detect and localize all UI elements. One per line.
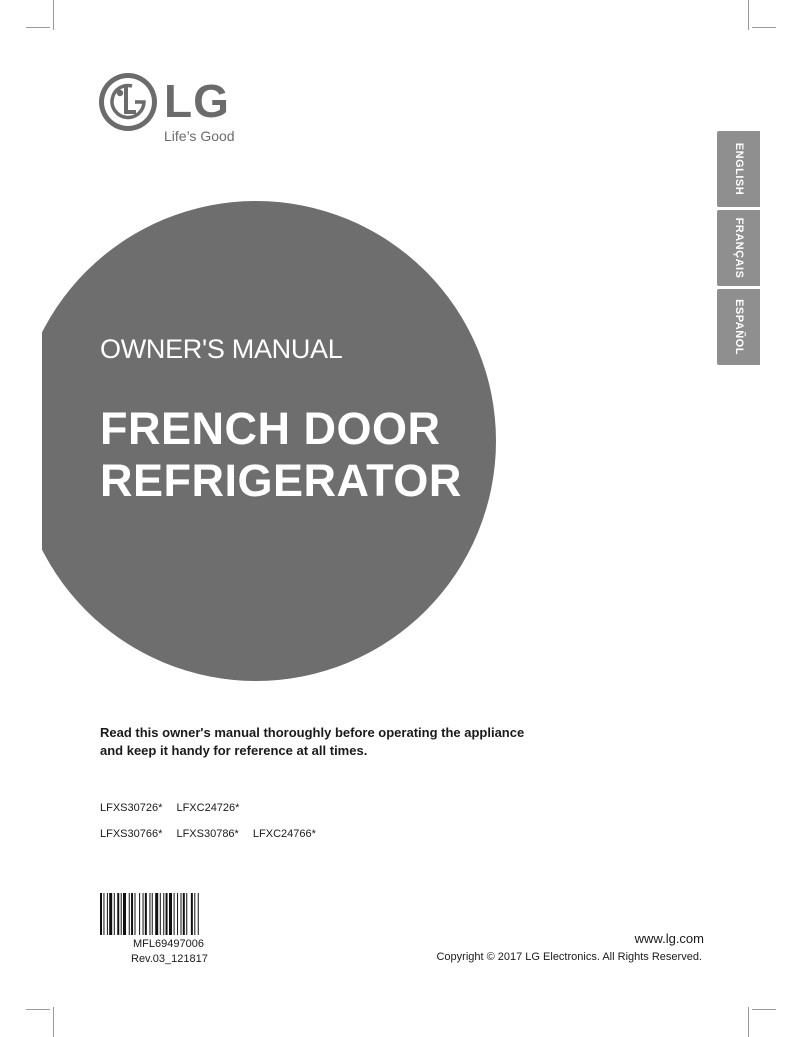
- tab-label: FRANÇAIS: [732, 217, 745, 279]
- read-note-line-2: and keep it handy for reference at all times.: [100, 743, 368, 758]
- barcode-bar: [117, 893, 119, 935]
- barcode-bar: [143, 893, 144, 935]
- barcode-bar: [152, 893, 153, 935]
- model-list: [100, 802, 327, 854]
- model-number: LFXS30766*: [100, 828, 163, 840]
- part-number: MFL69497006: [133, 938, 204, 950]
- barcode-bar: [198, 893, 199, 935]
- document-type: OWNER'S MANUAL: [100, 334, 343, 364]
- barcode-bar: [191, 893, 193, 935]
- logo-wordmark: LG: [164, 75, 230, 127]
- read-note: [100, 724, 524, 760]
- barcode-bar: [169, 893, 172, 935]
- barcode-bar: [194, 893, 195, 935]
- crop-mark: [53, 1007, 54, 1037]
- barcode-bar: [174, 893, 175, 935]
- title-line-1: FRENCH DOOR: [100, 403, 441, 454]
- language-tabs: [717, 131, 760, 368]
- barcode: [100, 893, 245, 935]
- title-line-2: REFRIGERATOR: [100, 455, 462, 506]
- barcode-bar: [121, 893, 122, 935]
- barcode-bar: [181, 893, 182, 935]
- barcode-bar: [160, 893, 161, 935]
- copyright-notice: Copyright © 2017 LG Electronics. All Rights Reserved.: [436, 951, 702, 963]
- barcode-bar: [129, 893, 130, 935]
- model-row: [100, 828, 327, 854]
- crop-mark: [748, 1007, 749, 1037]
- website-link[interactable]: www.lg.com: [634, 931, 704, 946]
- model-number: LFXS30726*: [100, 802, 163, 814]
- barcode-bar: [103, 893, 104, 935]
- barcode-bar: [139, 893, 140, 935]
- barcode-bar: [109, 893, 112, 935]
- tab-label: ESPAÑOL: [732, 299, 745, 355]
- page-title: [100, 403, 462, 507]
- barcode-bar: [131, 893, 133, 935]
- barcode-bar: [163, 893, 164, 935]
- model-row: [100, 802, 327, 828]
- barcode-bar: [135, 893, 136, 935]
- barcode-bar: [166, 893, 168, 935]
- barcode-bar: [114, 893, 115, 935]
- barcode-bar: [145, 893, 147, 935]
- barcode-bar: [100, 893, 102, 935]
- crop-mark: [752, 1009, 776, 1010]
- model-number: LFXC24766*: [252, 828, 316, 840]
- tab-english[interactable]: [717, 131, 760, 207]
- model-number: LFXC24726*: [176, 802, 240, 814]
- barcode-bar: [177, 893, 178, 935]
- tagline: Life’s Good: [164, 128, 235, 144]
- barcode-bar: [186, 893, 187, 935]
- barcode-bar: [107, 893, 108, 935]
- crop-mark: [26, 1009, 50, 1010]
- read-note-line-1: Read this owner's manual thoroughly before operating the appliance: [100, 725, 525, 740]
- barcode-bar: [183, 893, 185, 935]
- model-number: LFXS30786*: [176, 828, 239, 840]
- barcode-bar: [123, 893, 126, 935]
- revision-number: Rev.03_121817: [131, 953, 208, 965]
- tab-espanol[interactable]: [717, 289, 760, 365]
- barcode-bar: [155, 893, 158, 935]
- tab-francais[interactable]: [717, 210, 760, 286]
- barcode-bar: [149, 893, 150, 935]
- tab-label: ENGLISH: [732, 142, 745, 196]
